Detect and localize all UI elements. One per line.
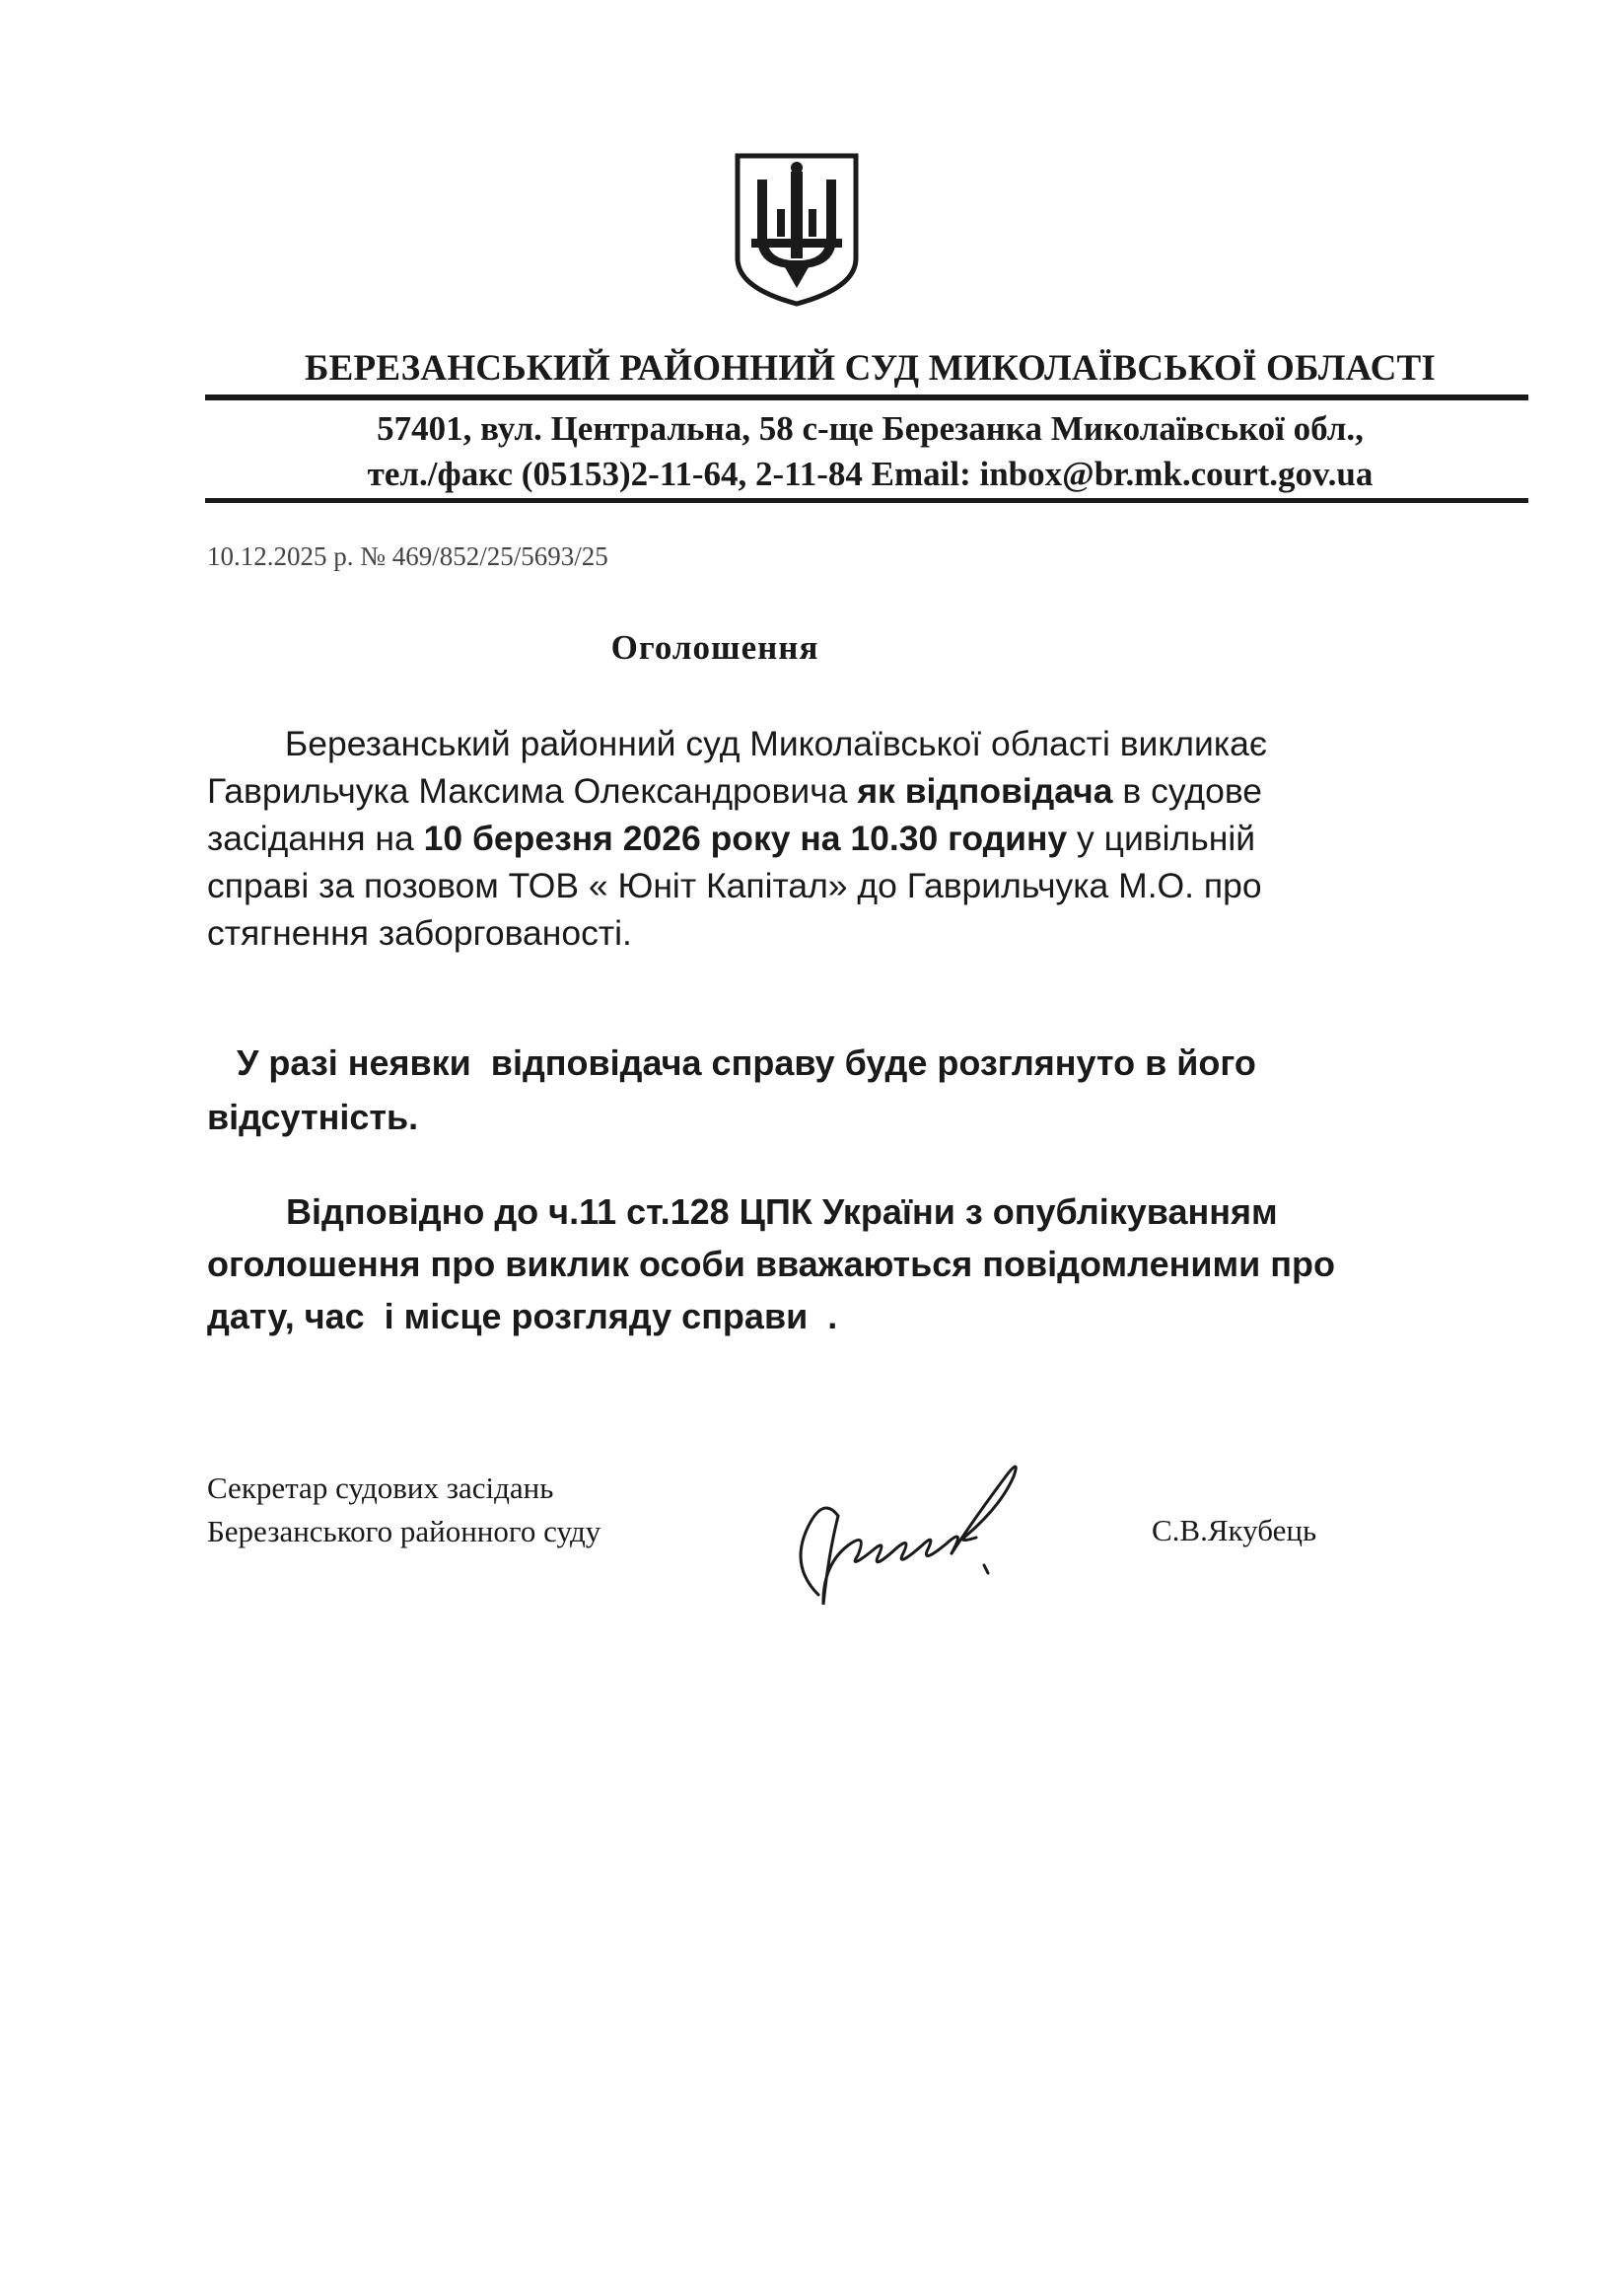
paragraph-line: У разі неявки відповідача справу буде розглянуто в його: [207, 1042, 1256, 1083]
paragraph-line: Березанський районний суд Миколаївської області викликає: [284, 724, 1268, 763]
paragraph-line: засідання на 10 березня 2026 року на 10.30 годину у цивільній: [207, 819, 1256, 858]
absence-warning-paragraph: [207, 1036, 1256, 1144]
court-name: БЕРЕЗАНСЬКИЙ РАЙОННИЙ СУД МИКОЛАЇВСЬКОЇ ОБЛАСТІ: [305, 348, 1436, 389]
paragraph-line: Гаврильчука Максима Олександровича як відповідача в судове: [207, 771, 1263, 811]
paragraph-line: відсутність.: [207, 1097, 419, 1137]
document-title: Оголошення: [610, 628, 819, 667]
role-emphasis: як відповідача: [857, 771, 1113, 811]
paragraph-line: Відповідно до ч.11 ст.128 ЦПК України з опублікуванням: [207, 1191, 1278, 1232]
coat-of-arms-icon: [730, 150, 864, 308]
contact-line: тел./факс (05153)2-11-64, 2-11-84 Email: inbox@br.mk.court.gov.ua: [367, 455, 1374, 493]
signatory-name: С.В.Якубець: [1152, 1513, 1317, 1547]
document-reference: 10.12.2025 р. № 469/852/25/5693/25: [207, 541, 608, 571]
paragraph-line: оголошення про виклик особи вважаються повідомленими про: [207, 1244, 1335, 1284]
handwritten-signature: [779, 1447, 1055, 1614]
hearing-date: 10 березня 2026 року на 10.30 годину: [423, 819, 1068, 858]
paragraph-line: справі за позовом ТОВ « Юніт Капітал» до Гаврильчука М.О. про: [207, 866, 1262, 905]
legal-basis-paragraph: [207, 1185, 1335, 1342]
header-divider-bottom: [205, 498, 1528, 503]
header-divider-top: [205, 395, 1528, 400]
signatory-position-line: Секретар судових засідань: [207, 1471, 554, 1505]
signatory-position-line: Березанського районного суду: [207, 1514, 601, 1548]
paragraph-line: стягнення заборгованості.: [207, 913, 632, 953]
paragraph-line: дату, час і місце розгляду справи .: [207, 1296, 838, 1336]
court-address: [212, 406, 1528, 497]
announcement-paragraph: [207, 720, 1267, 957]
address-line: 57401, вул. Центральна, 58 с-ще Березанка Миколаївської обл.,: [377, 409, 1364, 448]
signatory-position: [207, 1467, 600, 1553]
